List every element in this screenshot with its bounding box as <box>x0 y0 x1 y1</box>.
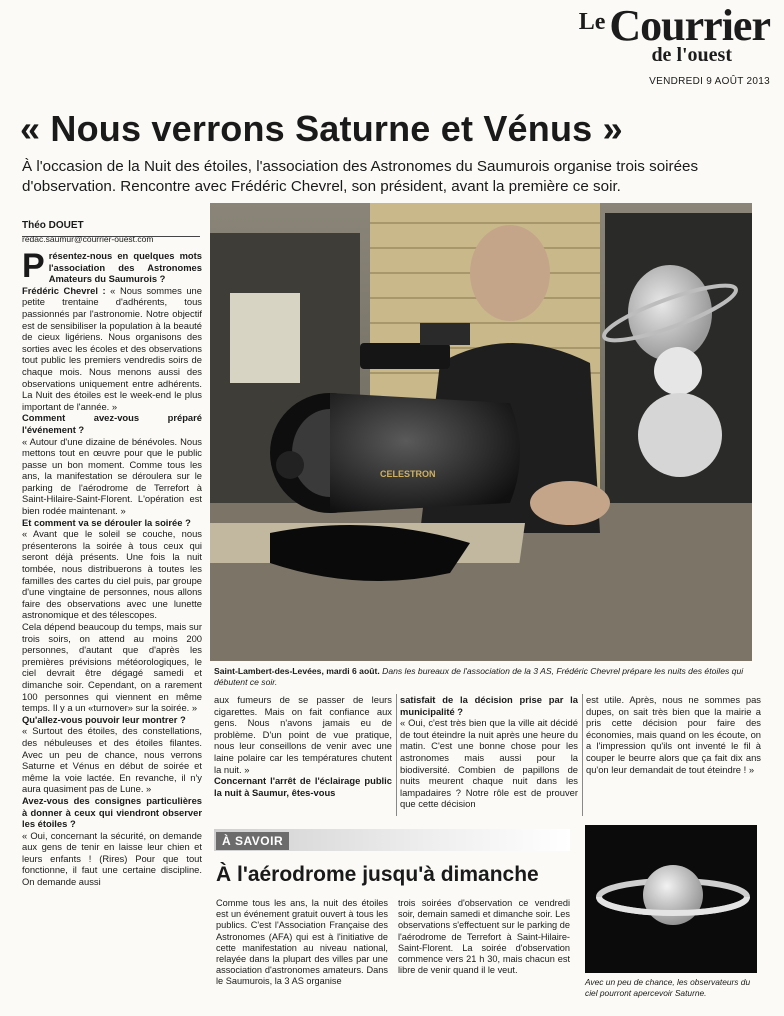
byline-author: Théo DOUET <box>22 220 84 231</box>
article-photo <box>210 203 752 661</box>
answer-2: « Autour d'une dizaine de bénévoles. Nous mettons tout en œuvre pour que le public passe un bon moment. Comme tous les ans, la manifestation se déroulera sur le parking de l'aérodrome de Terrefort à Saint-Hilaire-Saint-Florent. L'opération est bien rodée maintenant. » <box>22 435 202 517</box>
article-headline: « Nous verrons Saturne et Vénus » <box>20 108 623 149</box>
telescope-brand-label: CELESTRON <box>380 469 436 479</box>
photo-caption: Saint-Lambert-des-Levées, mardi 6 août. Dans les bureaux de l'association de la 3 AS, Frédéric Chevrel prépare les nuits des étoiles qui débutent ce soir. <box>214 666 744 687</box>
question-4: Qu'allez-vous pouvoir leur montrer ? <box>22 713 186 725</box>
savoir-column-b: trois soirées d'observation ce vendredi soir, demain samedi et dimanche soir. Les observations s'effectuent sur le parking de l'aérodrome de Terrefort à Saint-Hilaire-Saint-Florent. La soirée d'observation commence vers 21 h 30, mais chacun est libre de venir quand il le veut. <box>398 898 570 976</box>
masthead-de-louest: de l'ouest <box>651 44 732 66</box>
interview-column-3: satisfait de la décision prise par la municipalité ? « Oui, c'est très bien que la ville ait décidé de tout éteindre la nuit après une heure du matin. C'est une bonne chose pour les astronomes mais aussi pour la biodiversité. Combien de papillons de nuits meurent chaque nuit dans les lampadaires ? Notre rôle est de prouver que cette décision <box>400 694 578 810</box>
question-1: Présentez-nous en quelques mots l'association des Astronomes Amateurs du Saumurois ? <box>22 250 202 285</box>
answer-1: Frédéric Chevrel : « Nous sommes une petite trentaine d'adhérents, tous passionnés par l'astronomie. Notre objectif est de sensibiliser la population à la beauté de cieux ligériens. Nous organisons des sorties avec les écoles et des observations tout public les premiers vendredis soirs de chaque mois. Nous menons aussi des observations uniquement entre adhérents. La Nuit des étoiles est le week-end le plus important de l'année. » <box>22 284 202 412</box>
question-5: Avez-vous des consignes particulières à donner à ceux qui viendront observer les étoiles ? <box>22 794 202 830</box>
article-lede: À l'occasion de la Nuit des étoiles, l'association des Astronomes du Saumurois organise trois soirées d'observation. Rencontre avec Frédéric Chevrel, son président, avant la première ce soir. <box>22 158 699 195</box>
interview-column-2: aux fumeurs de se passer de leurs cigarettes. Mais on fait confiance aux gens. Nous n'avons jamais eu de problème. D'un point de vue pratique, nous leur conseillons de venir avec une laine polaire car les températures chutent la nuit. » Concernant l'arrêt de l'éclairage public la nuit à Saumur, êtes-vous <box>214 694 392 798</box>
column-rule <box>582 694 583 816</box>
savoir-title: À l'aérodrome jusqu'à dimanche <box>216 863 539 886</box>
masthead <box>530 1 770 94</box>
interview-column-1 <box>22 250 202 1008</box>
saturn-caption: Avec un peu de chance, les observateurs du ciel pourront apercevoir Saturne. <box>585 977 751 998</box>
answer-4: « Surtout des étoiles, des constellations, des nébuleuses et des étoiles filantes. Avec un peu de chance, nous verrons Saturne et Vénus en début de soirée et même la voie lactée. En revanche, il n'y aura quasiment pas de Lune. » <box>22 725 202 795</box>
interview-column-4: est utile. Après, nous ne sommes pas dupes, on sait très bien que la mairie a pris cette décision pour faire des économies, mais quand on les écoute, on a l'impression qu'ils ont inventé le fil à couper le beurre alors que ça fait dix ans qu'on leur demandait de tout éteindre ! » <box>586 694 761 775</box>
question-3: Et comment va se dérouler la soirée ? <box>22 516 191 528</box>
saturn-image <box>585 825 757 973</box>
saturn-photo <box>585 825 757 973</box>
answer-3: « Avant que le soleil se couche, nous présenterons la soirée à tous ceux qui seront déjà présents. Une fois la nuit tombée, nous distribuerons à toutes les familles des cartes du ciel puis, par groupe d'une vingtaine de personnes, nous allons faire des observations avec une lunette astronomique et des télescopes. <box>22 528 202 621</box>
photo-chevrel-telescope <box>210 203 752 661</box>
masthead-logo <box>530 1 770 50</box>
savoir-tag: À SAVOIR <box>216 832 289 850</box>
issue-date: VENDREDI 9 AOÛT 2013 <box>649 76 770 87</box>
column-rule <box>396 694 397 816</box>
answer-5: « Oui, concernant la sécurité, on demande aux gens de tenir en laisse leur chien et leurs enfants ! (Rires) Pour que tout fonctionne, il faut une certaine discipline. On demande aussi <box>22 829 202 888</box>
answer-3-continued: Cela dépend beaucoup du temps, mais sur trois soirs, on attend au moins 200 personnes, d'autant que d'après les premières prévisions météorologiques, le ciel devrait être dégagé samedi et dimanche soir. Cependant, on a rarement 100 personnes qui viennent en même temps. Il y a un «turnover» sur la soirée. » <box>22 621 202 714</box>
dropcap: P <box>22 250 45 285</box>
byline-email: redac.saumur@courrier-ouest.com <box>22 234 154 244</box>
savoir-column-a: Comme tous les ans, la nuit des étoiles est un événement gratuit ouvert à tous les publics. C'est l'Association Française des Astronomes (AFA) qui est à l'initiative de cette manifestation au niveau national, relayée dans la plupart des villes par une association d'astronomes amateurs. Dans le Saumurois, la 3 AS organise <box>216 898 388 987</box>
masthead-courrier: Courrier <box>609 1 770 50</box>
masthead-le: Le <box>578 9 606 35</box>
question-2: Comment avez-vous préparé l'événement ? <box>22 412 202 435</box>
